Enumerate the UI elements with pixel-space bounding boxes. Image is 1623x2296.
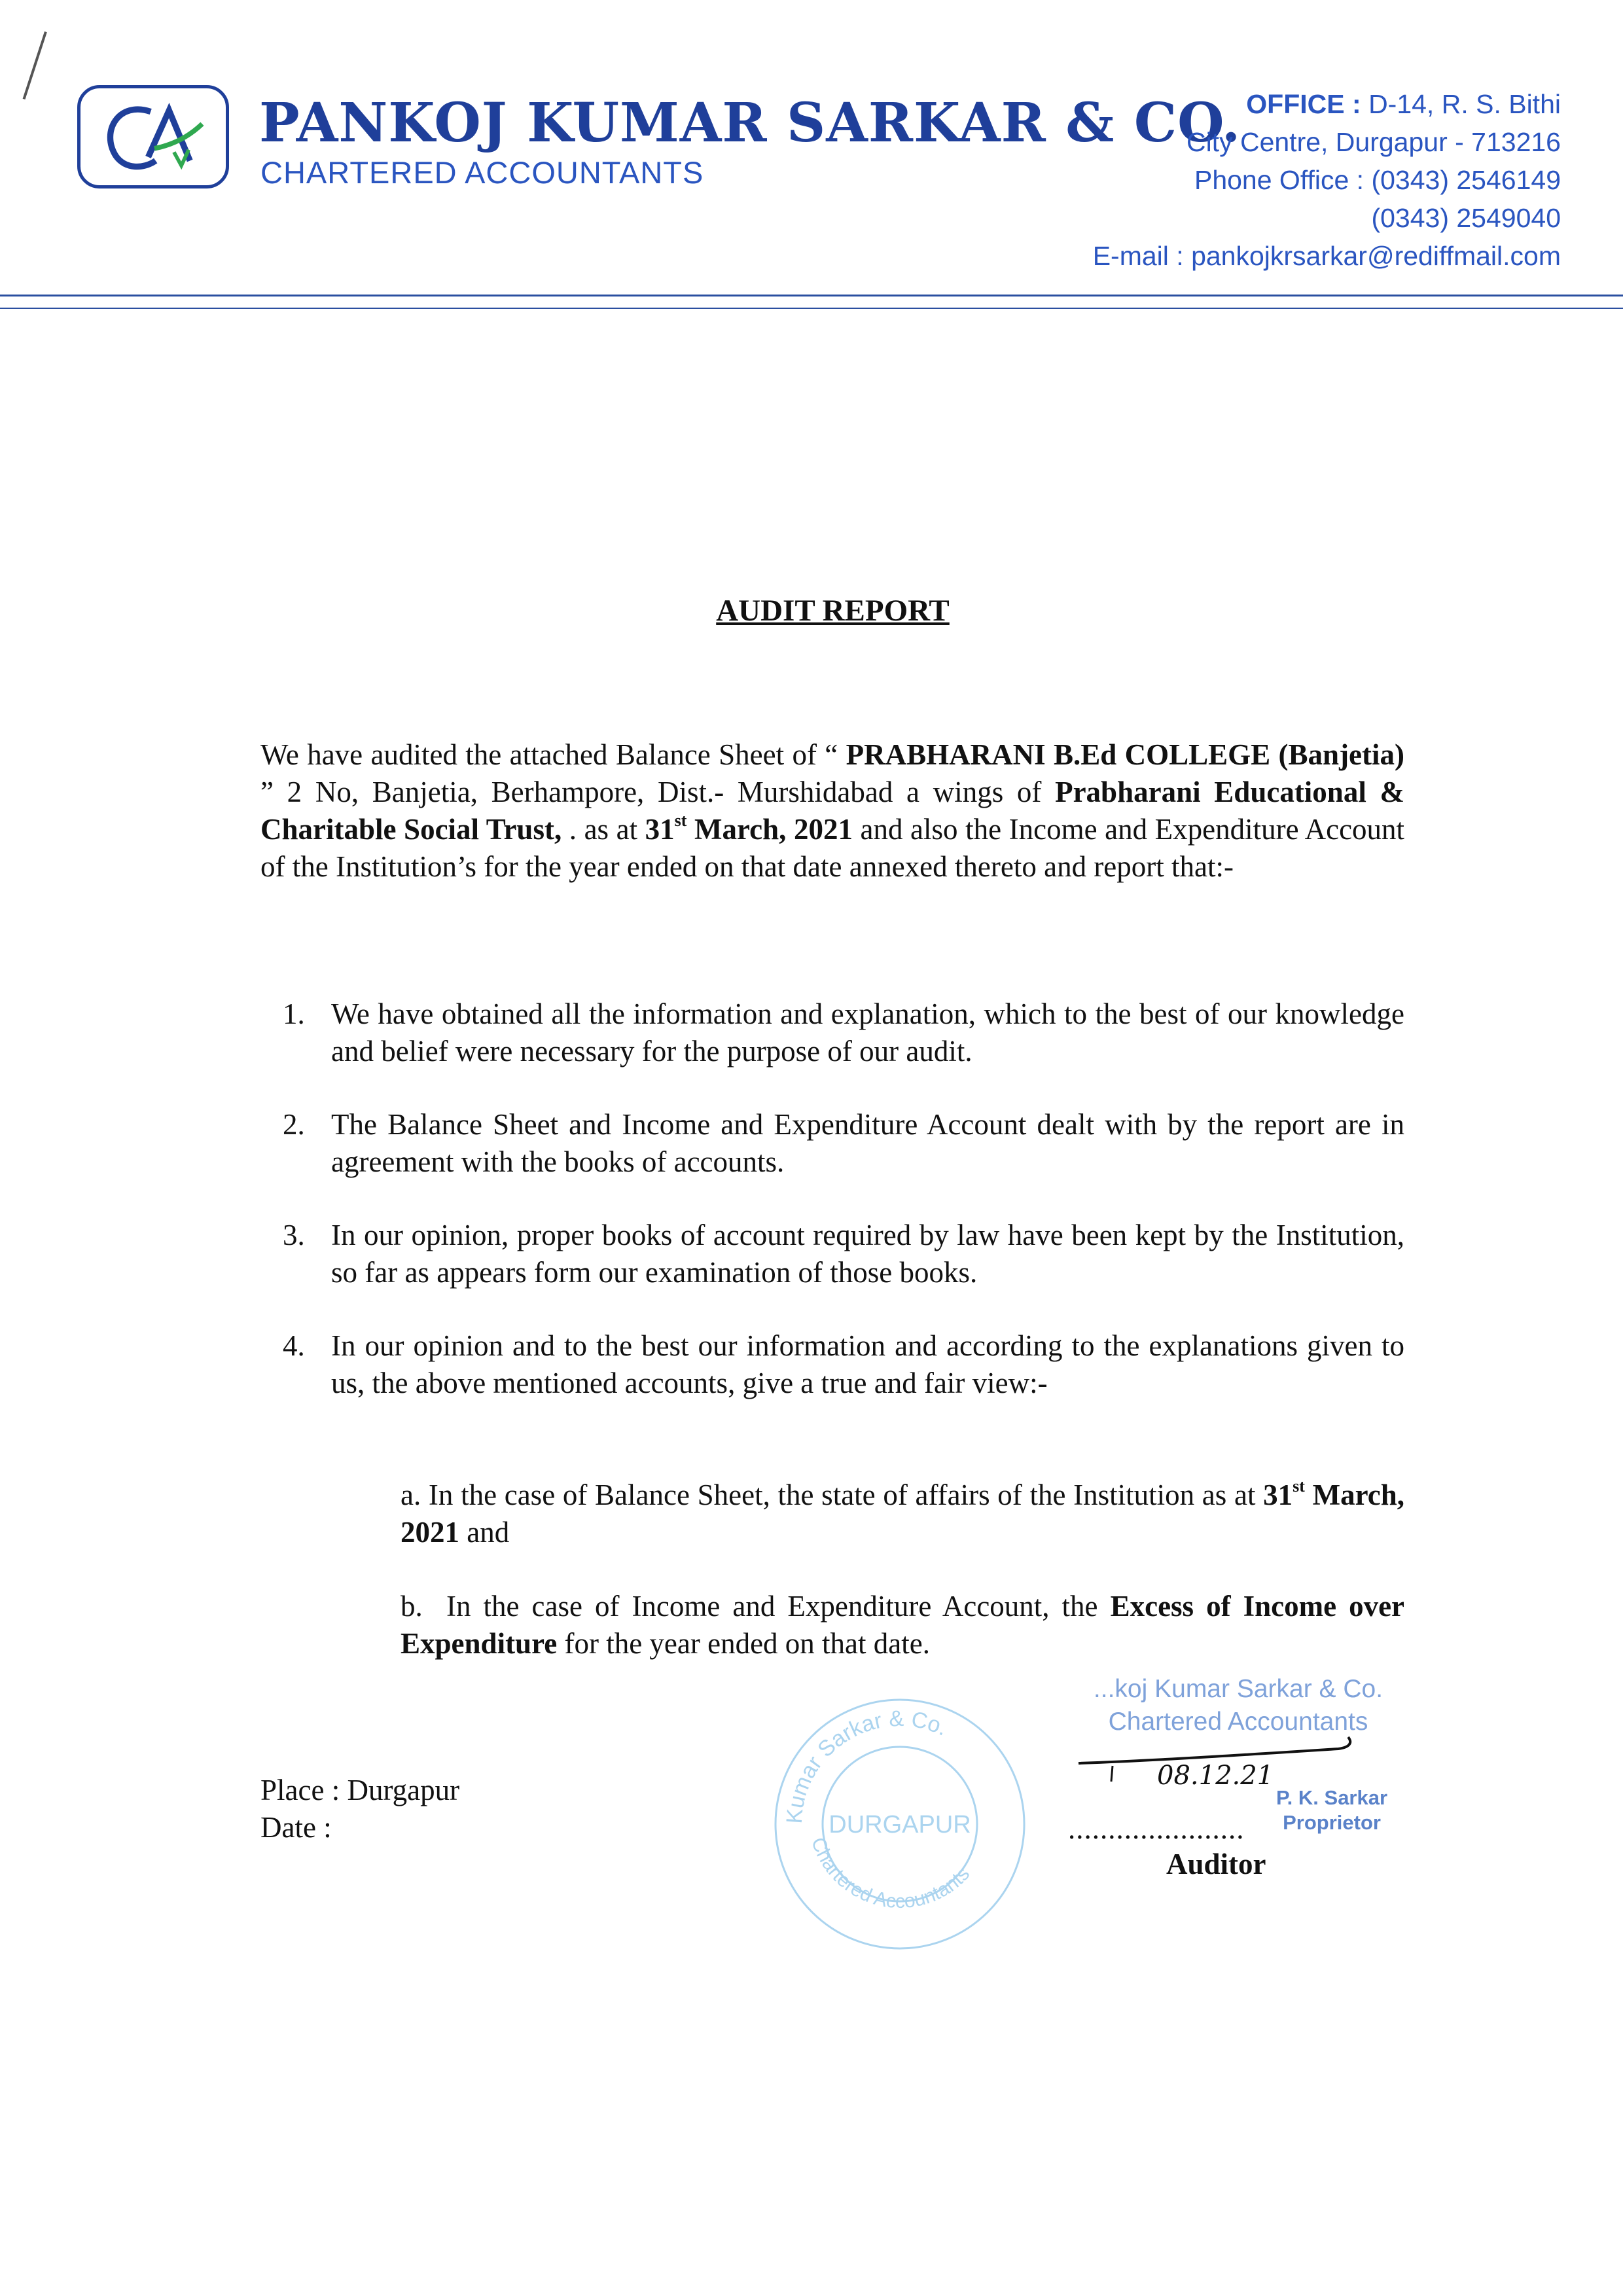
office-address-1: D-14, R. S. Bithi <box>1368 89 1561 119</box>
sub-point-b: b. In the case of Income and Expenditure Account, the Excess of Income over Expenditure for the year ended on that date. <box>401 1590 1405 1660</box>
intro-paragraph <box>260 736 1404 886</box>
list-item: 3. In our opinion, proper books of account required by law have been kept by the Institution, so far as appears form our examination of those books. <box>283 1219 1404 1289</box>
intro-text-4: and also the Income and Expenditure Account of the Institution’s for the year ended on that date annexed thereto and report that:- <box>260 813 1405 883</box>
place-label: Place : Durgapur <box>260 1774 460 1806</box>
sub-point-a: a. In the case of Balance Sheet, the state of affairs of the Institution as at 31st March, 2021 and <box>401 1477 1405 1549</box>
firm-name: PANKOJ KUMAR SARKAR & CO. <box>259 92 1241 154</box>
findings-list <box>260 996 1404 1438</box>
email-address: pankojkrsarkar@rediffmail.com <box>1191 241 1561 271</box>
report-title: AUDIT REPORT <box>716 594 950 628</box>
sub-a-date: 31st March, 2021 <box>401 1477 1405 1549</box>
intro-text-3: . as at <box>569 813 638 846</box>
header-divider <box>0 295 1623 296</box>
intro-text-1: We have audited the attached Balance Sheet of “ <box>260 738 838 771</box>
phone-label: Phone Office : <box>1194 165 1364 195</box>
balance-date: 31st March, 2021 <box>645 811 853 846</box>
stamp-ring-bottom: Chartered Accountants <box>806 1835 974 1912</box>
intro-text-2: ” 2 No, Banjetia, Berhampore, Dist.- Murshidabad a wings of <box>260 776 1042 808</box>
stamp-ring-top: Kumar Sarkar & Co. <box>781 1706 952 1825</box>
excess-income-phrase: Excess of Income over Expenditure <box>401 1590 1405 1660</box>
signature-line: ...................... <box>1068 1812 1245 1845</box>
svg-text:08.12.21: 08.12.21 <box>1157 1761 1274 1791</box>
signatory-name: P. K. Sarkar <box>1276 1786 1388 1809</box>
phone-1: (0343) 2546149 <box>1371 165 1561 195</box>
header-divider-secondary <box>0 308 1623 309</box>
ca-logo-icon <box>77 85 229 188</box>
office-address-2: City Centre, Durgapur - 713216 <box>1186 127 1561 157</box>
firm-stamp <box>766 1690 1034 1958</box>
place-date-block <box>260 1772 459 1846</box>
trust-name: Prabharani Educational & Charitable Social Trust, <box>260 776 1405 846</box>
email-label: E-mail : <box>1092 241 1184 271</box>
stamp-city: DURGAPUR <box>829 1811 971 1839</box>
auditor-label: Auditor <box>1166 1848 1266 1880</box>
date-label: Date : <box>260 1811 332 1844</box>
list-item: 2. The Balance Sheet and Income and Expenditure Account dealt with by the report are in agreement with the books of accounts. <box>283 1108 1404 1178</box>
office-contact-block <box>1093 85 1561 275</box>
signatory-title: Proprietor <box>1283 1811 1381 1834</box>
signature-firm-stamp: ...koj Kumar Sarkar & Co. Chartered Accountants <box>1093 1675 1383 1736</box>
office-label: OFFICE : <box>1246 89 1361 119</box>
signatory-block <box>1276 1785 1387 1835</box>
list-item: 1. We have obtained all the information and explanation, which to the best of our knowledge and belief were necessary for the purpose of our audit. <box>283 997 1404 1067</box>
phone-2: (0343) 2549040 <box>1371 203 1561 233</box>
firm-subtitle: CHARTERED ACCOUNTANTS <box>260 155 704 190</box>
list-item: 4. In our opinion and to the best our information and according to the explanations given to us, the above mentioned accounts, give a true and fair view:- <box>283 1329 1404 1399</box>
pen-mark <box>23 31 47 99</box>
college-name: PRABHARANI B.Ed COLLEGE (Banjetia) <box>846 738 1405 771</box>
